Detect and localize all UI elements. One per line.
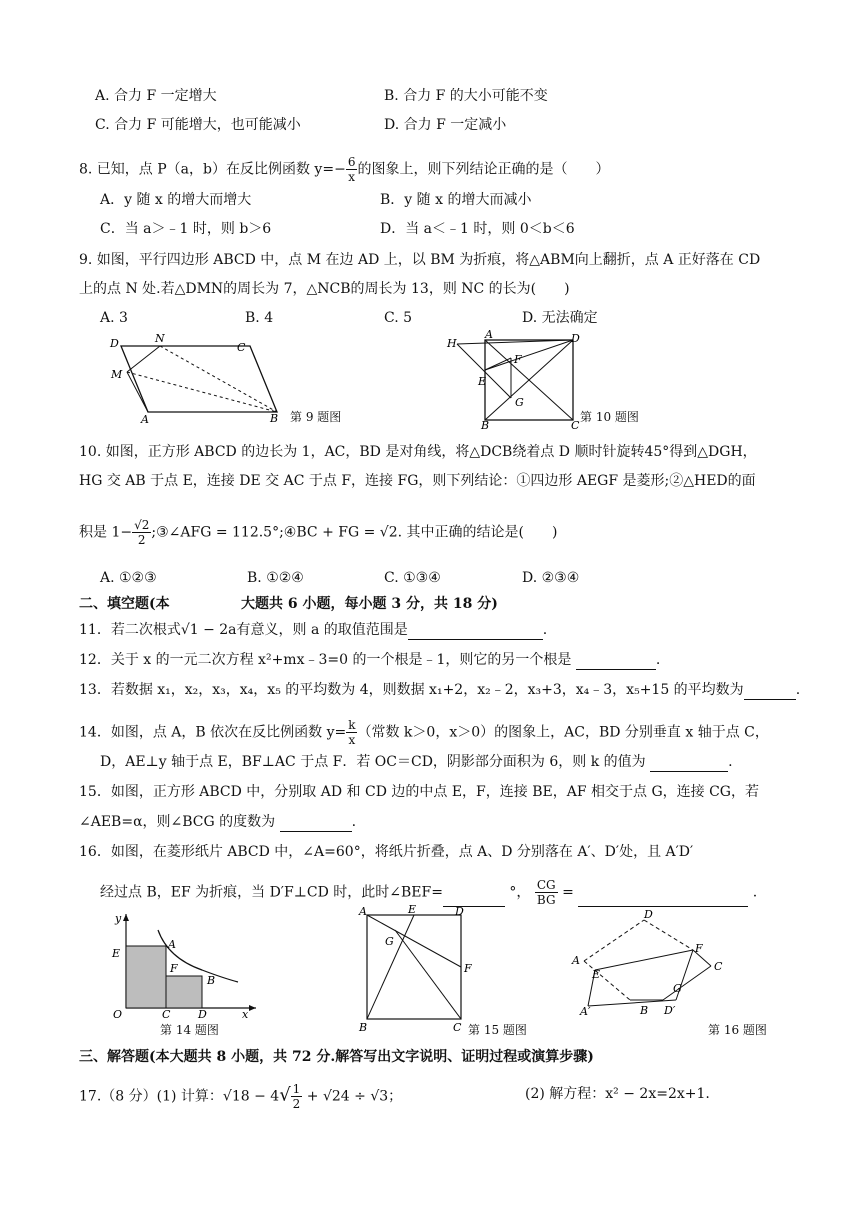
q15-answer-blank[interactable] xyxy=(280,815,352,832)
q16-end: . xyxy=(752,884,758,901)
q13-text: 13．若数据 x₁，x₂，x₃，x₄，x₅ 的平均数为 4，则数据 x₁+2，x₂﹣2，x₃+3，x₄﹣3，x₅+15 的平均数为 xyxy=(79,682,744,698)
q14-frac-num: k xyxy=(348,718,356,732)
svg-text:A′: A′ xyxy=(580,1005,591,1018)
figure-16-rhombus xyxy=(568,908,738,1018)
q14-line1 xyxy=(79,718,769,747)
svg-text:N: N xyxy=(155,332,165,345)
q14-post: （常数 k＞0，x＞0）的图象上，AC，BD 分别垂直 x 轴于点 C， xyxy=(357,724,769,741)
q8-stem xyxy=(79,155,609,184)
svg-text:F: F xyxy=(695,942,703,955)
svg-text:G: G xyxy=(673,982,682,995)
svg-text:F: F xyxy=(514,353,522,366)
q10-option-c: C. ①③④ xyxy=(384,570,441,586)
svg-text:A: A xyxy=(141,413,149,426)
svg-text:B: B xyxy=(481,419,490,432)
q16-frac-num: CG xyxy=(536,878,556,892)
svg-text:C: C xyxy=(453,1021,462,1034)
q17-fraction xyxy=(291,1082,303,1111)
q14-line2 xyxy=(100,752,733,772)
figure-9-parallelogram xyxy=(105,332,295,427)
q10-line3-post: ;③∠AFG = 112.5°;④BC + FG = √2. 其中正确的结论是( ) xyxy=(151,524,558,541)
q8-option-a: A．y 随 x 的增大而增大 xyxy=(100,192,252,208)
q17-frac-den: 2 xyxy=(292,1097,301,1111)
svg-text:B: B xyxy=(207,974,216,987)
q12-answer-blank[interactable] xyxy=(576,653,656,670)
q15-end: . xyxy=(351,814,357,830)
figure-10-caption: 第 10 题图 xyxy=(580,410,639,424)
q14-pre: 14．如图，点 A，B 依次在反比例函数 y= xyxy=(79,724,347,741)
q16-line1: 16．如图，在菱形纸片 ABCD 中，∠A=60°，将纸片折叠，点 A、D 分别落在 A′、D′处，且 A′D′ xyxy=(79,844,694,860)
q17-part1 xyxy=(79,1082,402,1111)
q15-line2-text: ∠AEB=α，则∠BCG 的度数为 xyxy=(79,814,276,830)
svg-text:A: A xyxy=(572,954,580,967)
q13-end: . xyxy=(795,682,801,698)
q15-line1: 15．如图，正方形 ABCD 中，分别取 AD 和 CD 边的中点 E，F，连接 BE，AF 相交于点 G，连接 CG，若 xyxy=(79,784,759,800)
figure-16-caption: 第 16 题图 xyxy=(708,1023,767,1037)
svg-text:D: D xyxy=(571,332,580,345)
q12-text: 12．关于 x 的一元二次方程 x²+mx﹣3=0 的一个根是﹣1，则它的另一个根是 xyxy=(79,652,572,668)
q11 xyxy=(79,620,547,640)
svg-text:C: C xyxy=(237,341,246,354)
svg-text:A: A xyxy=(359,905,367,918)
svg-text:H: H xyxy=(447,337,457,350)
q17-frac-num: 1 xyxy=(292,1082,301,1096)
figure-9-caption: 第 9 题图 xyxy=(290,410,342,424)
q16-degree: °， xyxy=(509,884,531,901)
q16-line2-text: 经过点 B，EF 为折痕，当 D′F⊥CD 时，此时∠BEF= xyxy=(100,884,443,901)
q10-option-a: A. ①②③ xyxy=(100,570,157,586)
q7-option-c: C. 合力 F 可能增大，也可能减小 xyxy=(95,117,301,133)
q16-ratio-blank[interactable] xyxy=(578,890,748,907)
q7-option-b: B. 合力 F 的大小可能不变 xyxy=(384,88,548,104)
q10-line1: 10. 如图，正方形 ABCD 的边长为 1，AC，BD 是对角线，将△DCB绕着点 D 顺时针旋转45°得到△DGH， xyxy=(79,444,757,460)
svg-text:E: E xyxy=(478,375,487,388)
q8-fraction xyxy=(346,155,358,184)
q16-equals: = xyxy=(562,884,574,901)
q10-option-b: B. ①②④ xyxy=(247,570,304,586)
svg-text:F: F xyxy=(170,962,178,975)
q10-option-d: D. ②③④ xyxy=(522,570,580,586)
svg-text:G: G xyxy=(385,935,394,948)
q10-line3-pre: 积是 1− xyxy=(79,524,133,541)
q11-answer-blank[interactable] xyxy=(408,623,543,640)
section2-title-a: 二、填空题(本 xyxy=(79,596,170,612)
q10-line2: HG 交 AB 于点 E，连接 DE 交 AC 于点 F，连接 FG，则下列结论：①四边形 AEGF 是菱形;②△HED的面 xyxy=(79,473,756,489)
q9-line2: 上的点 N 处.若△DMN的周长为 7，△NCB的周长为 13，则 NC 的长为( ) xyxy=(79,281,570,297)
q13-answer-blank[interactable] xyxy=(744,683,796,700)
q9-option-d: D. 无法确定 xyxy=(522,310,598,326)
svg-text:C: C xyxy=(714,960,723,973)
svg-text:D′: D′ xyxy=(664,1004,676,1017)
section3-title: 三、解答题(本大题共 8 小题，共 72 分.解答写出文字说明、证明过程或演算步骤) xyxy=(79,1049,594,1065)
figure-15-square xyxy=(355,905,480,1033)
q8-frac-den: x xyxy=(348,170,356,184)
svg-text:E: E xyxy=(592,968,601,981)
q9-line1: 9. 如图，平行四边形 ABCD 中，点 M 在边 AD 上，以 BM 为折痕，将△ABM向上翻折，点 A 正好落在 CD xyxy=(79,252,761,268)
figure-10-square xyxy=(445,330,585,430)
q8-frac-num: 6 xyxy=(347,155,356,169)
svg-text:A: A xyxy=(168,938,176,951)
svg-text:E: E xyxy=(408,903,417,916)
figure-14-inverse-function xyxy=(108,910,258,1022)
q11-end: . xyxy=(542,622,548,638)
q7-option-a: A. 合力 F 一定增大 xyxy=(95,88,217,104)
figure-15-caption: 第 15 题图 xyxy=(468,1023,527,1037)
q12-end: . xyxy=(655,652,661,668)
svg-text:C: C xyxy=(162,1008,171,1021)
svg-text:O: O xyxy=(113,1008,123,1021)
q10-fraction xyxy=(132,518,151,547)
q8-option-d: D．当 a＜﹣1 时，则 0＜b＜6 xyxy=(380,221,575,237)
svg-text:D: D xyxy=(644,908,653,921)
q14-line2-text: D，AE⊥y 轴于点 E，BF⊥AC 于点 F．若 OC＝CD，阴影部分面积为 6，则 k 的值为 xyxy=(100,754,646,770)
svg-text:A: A xyxy=(485,328,493,341)
svg-text:B: B xyxy=(640,1004,649,1017)
q14-answer-blank[interactable] xyxy=(650,755,728,772)
q14-frac-den: x xyxy=(348,733,356,747)
q16-frac-den: BG xyxy=(536,893,556,907)
q17-part1-pre: 17.（8 分）(1) 计算：√18 − 4 xyxy=(79,1088,280,1105)
q15-line2 xyxy=(79,812,356,832)
svg-text:x: x xyxy=(242,1008,249,1021)
q17-part1-post: + √24 ÷ √3； xyxy=(306,1088,403,1105)
q9-option-c: C. 5 xyxy=(384,310,413,326)
q14-fraction xyxy=(346,718,357,747)
svg-text:C: C xyxy=(571,419,580,432)
svg-text:D: D xyxy=(110,337,119,350)
q14-end: . xyxy=(728,754,733,770)
svg-text:F: F xyxy=(464,962,472,975)
svg-text:B: B xyxy=(270,412,279,425)
q10-line3 xyxy=(79,518,557,547)
q11-text: 11．若二次根式√1 − 2a有意义，则 a 的取值范围是 xyxy=(79,622,408,638)
svg-text:D: D xyxy=(455,905,464,918)
q10-frac-den: 2 xyxy=(137,533,146,547)
sqrt-symbol: √ xyxy=(279,1084,291,1106)
svg-text:G: G xyxy=(515,396,524,409)
q13 xyxy=(79,680,800,700)
q16-line2 xyxy=(100,878,757,907)
q8-stem-post: 的图象上，则下列结论正确的是（ ） xyxy=(357,161,610,178)
q8-stem-pre: 8. 已知，点 P（a，b）在反比例函数 y=− xyxy=(79,161,346,178)
figure-14-caption: 第 14 题图 xyxy=(160,1023,219,1037)
q8-option-c: C．当 a＞﹣1 时，则 b＞6 xyxy=(100,221,272,237)
q7-option-d: D. 合力 F 一定减小 xyxy=(384,117,507,133)
q9-option-a: A. 3 xyxy=(100,310,128,326)
q8-option-b: B．y 随 x 的增大而减小 xyxy=(380,192,532,208)
svg-text:B: B xyxy=(359,1021,368,1034)
svg-text:M: M xyxy=(111,368,123,381)
q12 xyxy=(79,650,660,670)
q16-fraction xyxy=(535,878,558,907)
svg-text:y: y xyxy=(115,912,122,925)
q17-part2: (2) 解方程：x² − 2x=2x+1. xyxy=(525,1086,710,1102)
svg-text:E: E xyxy=(112,947,121,960)
q10-frac-num: √2 xyxy=(134,518,150,532)
svg-text:D: D xyxy=(198,1008,207,1021)
section2-title-b: 大题共 6 小题，每小题 3 分，共 18 分) xyxy=(241,596,498,612)
q9-option-b: B. 4 xyxy=(245,310,274,326)
